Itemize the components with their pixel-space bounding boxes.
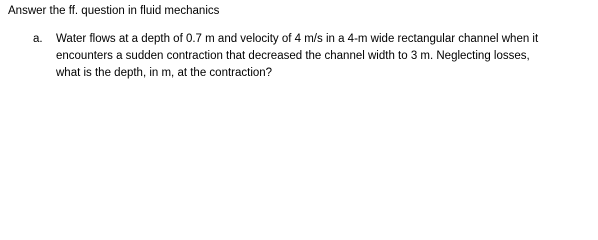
question-line-2: encounters a sudden contraction that decreased the channel width to 3 m. Neglecting losses, [56, 50, 530, 62]
document [0, 0, 598, 89]
instruction-heading: Answer the ff. question in fluid mechanics [8, 5, 220, 17]
question-line-1: Water flows at a depth of 0.7 m and velocity of 4 m/s in a 4-m wide rectangular channel when it [56, 33, 539, 45]
question-text [56, 31, 596, 82]
question-line-3: what is the depth, in m, at the contraction? [56, 67, 273, 79]
question-marker: a. [33, 33, 43, 45]
